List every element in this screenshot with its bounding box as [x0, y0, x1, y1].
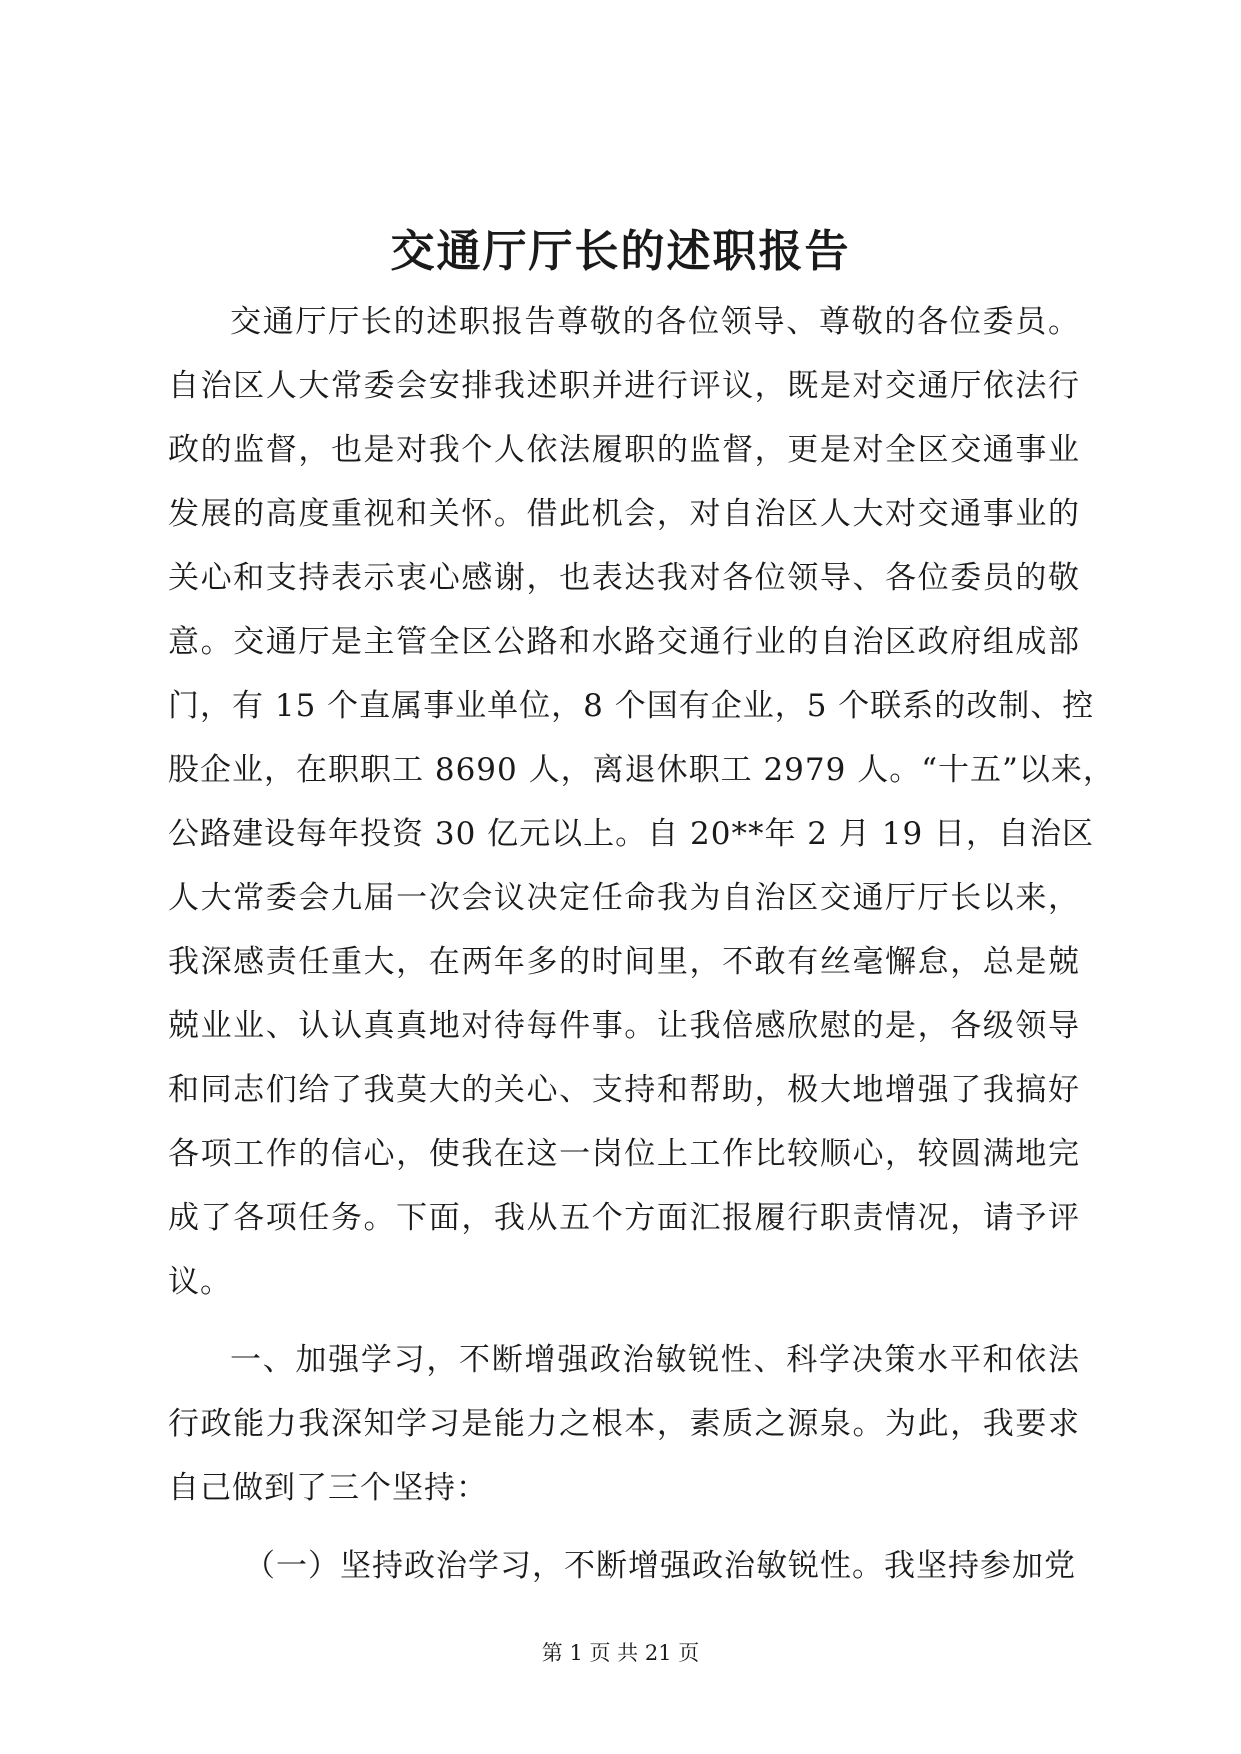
paragraph-line: 一、加强学习，不断增强政治敏锐性、科学决策水平和依法: [230, 1342, 1080, 1378]
paragraph-line: 各项工作的信心，使我在这一岗位上工作比较顺心，较圆满地完: [168, 1136, 1080, 1172]
paragraph-line: 行政能力我深知学习是能力之根本，素质之源泉。为此，我要求: [168, 1406, 1080, 1442]
paragraph-line: 兢业业、认认真真地对待每件事。让我倍感欣慰的是，各级领导: [168, 1008, 1080, 1044]
paragraph-line: 政的监督，也是对我个人依法履职的监督，更是对全区交通事业: [168, 432, 1080, 468]
document-title: 交通厅厅长的述职报告: [390, 226, 851, 277]
paragraph-line: 自己做到了三个坚持：: [168, 1470, 488, 1506]
paragraph-line: 自治区人大常委会安排我述职并进行评议，既是对交通厅依法行: [168, 368, 1080, 404]
paragraph-line: 股企业，在职职工 8690 人，离退休职工 2979 人。“十五”以来，: [168, 752, 1115, 788]
paragraph-line: （一）坚持政治学习，不断增强政治敏锐性。我坚持参加党: [244, 1548, 1076, 1584]
paragraph-line: 人大常委会九届一次会议决定任命我为自治区交通厅厅长以来，: [168, 880, 1080, 916]
paragraph-line: 门，有 15 个直属事业单位，8 个国有企业，5 个联系的改制、控: [168, 688, 1095, 724]
paragraph-line: 发展的高度重视和关怀。借此机会，对自治区人大对交通事业的: [168, 496, 1080, 532]
paragraph-line: 意。交通厅是主管全区公路和水路交通行业的自治区政府组成部: [168, 624, 1080, 660]
paragraph-line: 和同志们给了我莫大的关心、支持和帮助，极大地增强了我搞好: [168, 1072, 1080, 1108]
paragraph-gap: [168, 1314, 1080, 1328]
paragraph-line: 交通厅厅长的述职报告尊敬的各位领导、尊敬的各位委员。: [230, 304, 1080, 340]
paragraph-line: 公路建设每年投资 30 亿元以上。自 20**年 2 月 19 日，自治区: [168, 816, 1095, 852]
paragraph-line: 我深感责任重大，在两年多的时间里，不敢有丝毫懈怠，总是兢: [168, 944, 1080, 980]
paragraph-line: 议。: [168, 1264, 232, 1300]
paragraph-line: 关心和支持表示衷心感谢，也表达我对各位领导、各位委员的敬: [168, 560, 1080, 596]
paragraph-line: 成了各项任务。下面，我从五个方面汇报履行职责情况，请予评: [168, 1200, 1080, 1236]
page-number-footer: 第 1 页 共 21 页: [541, 1641, 700, 1665]
paragraph-gap: [168, 1520, 1080, 1534]
document-body: [168, 290, 1115, 1598]
